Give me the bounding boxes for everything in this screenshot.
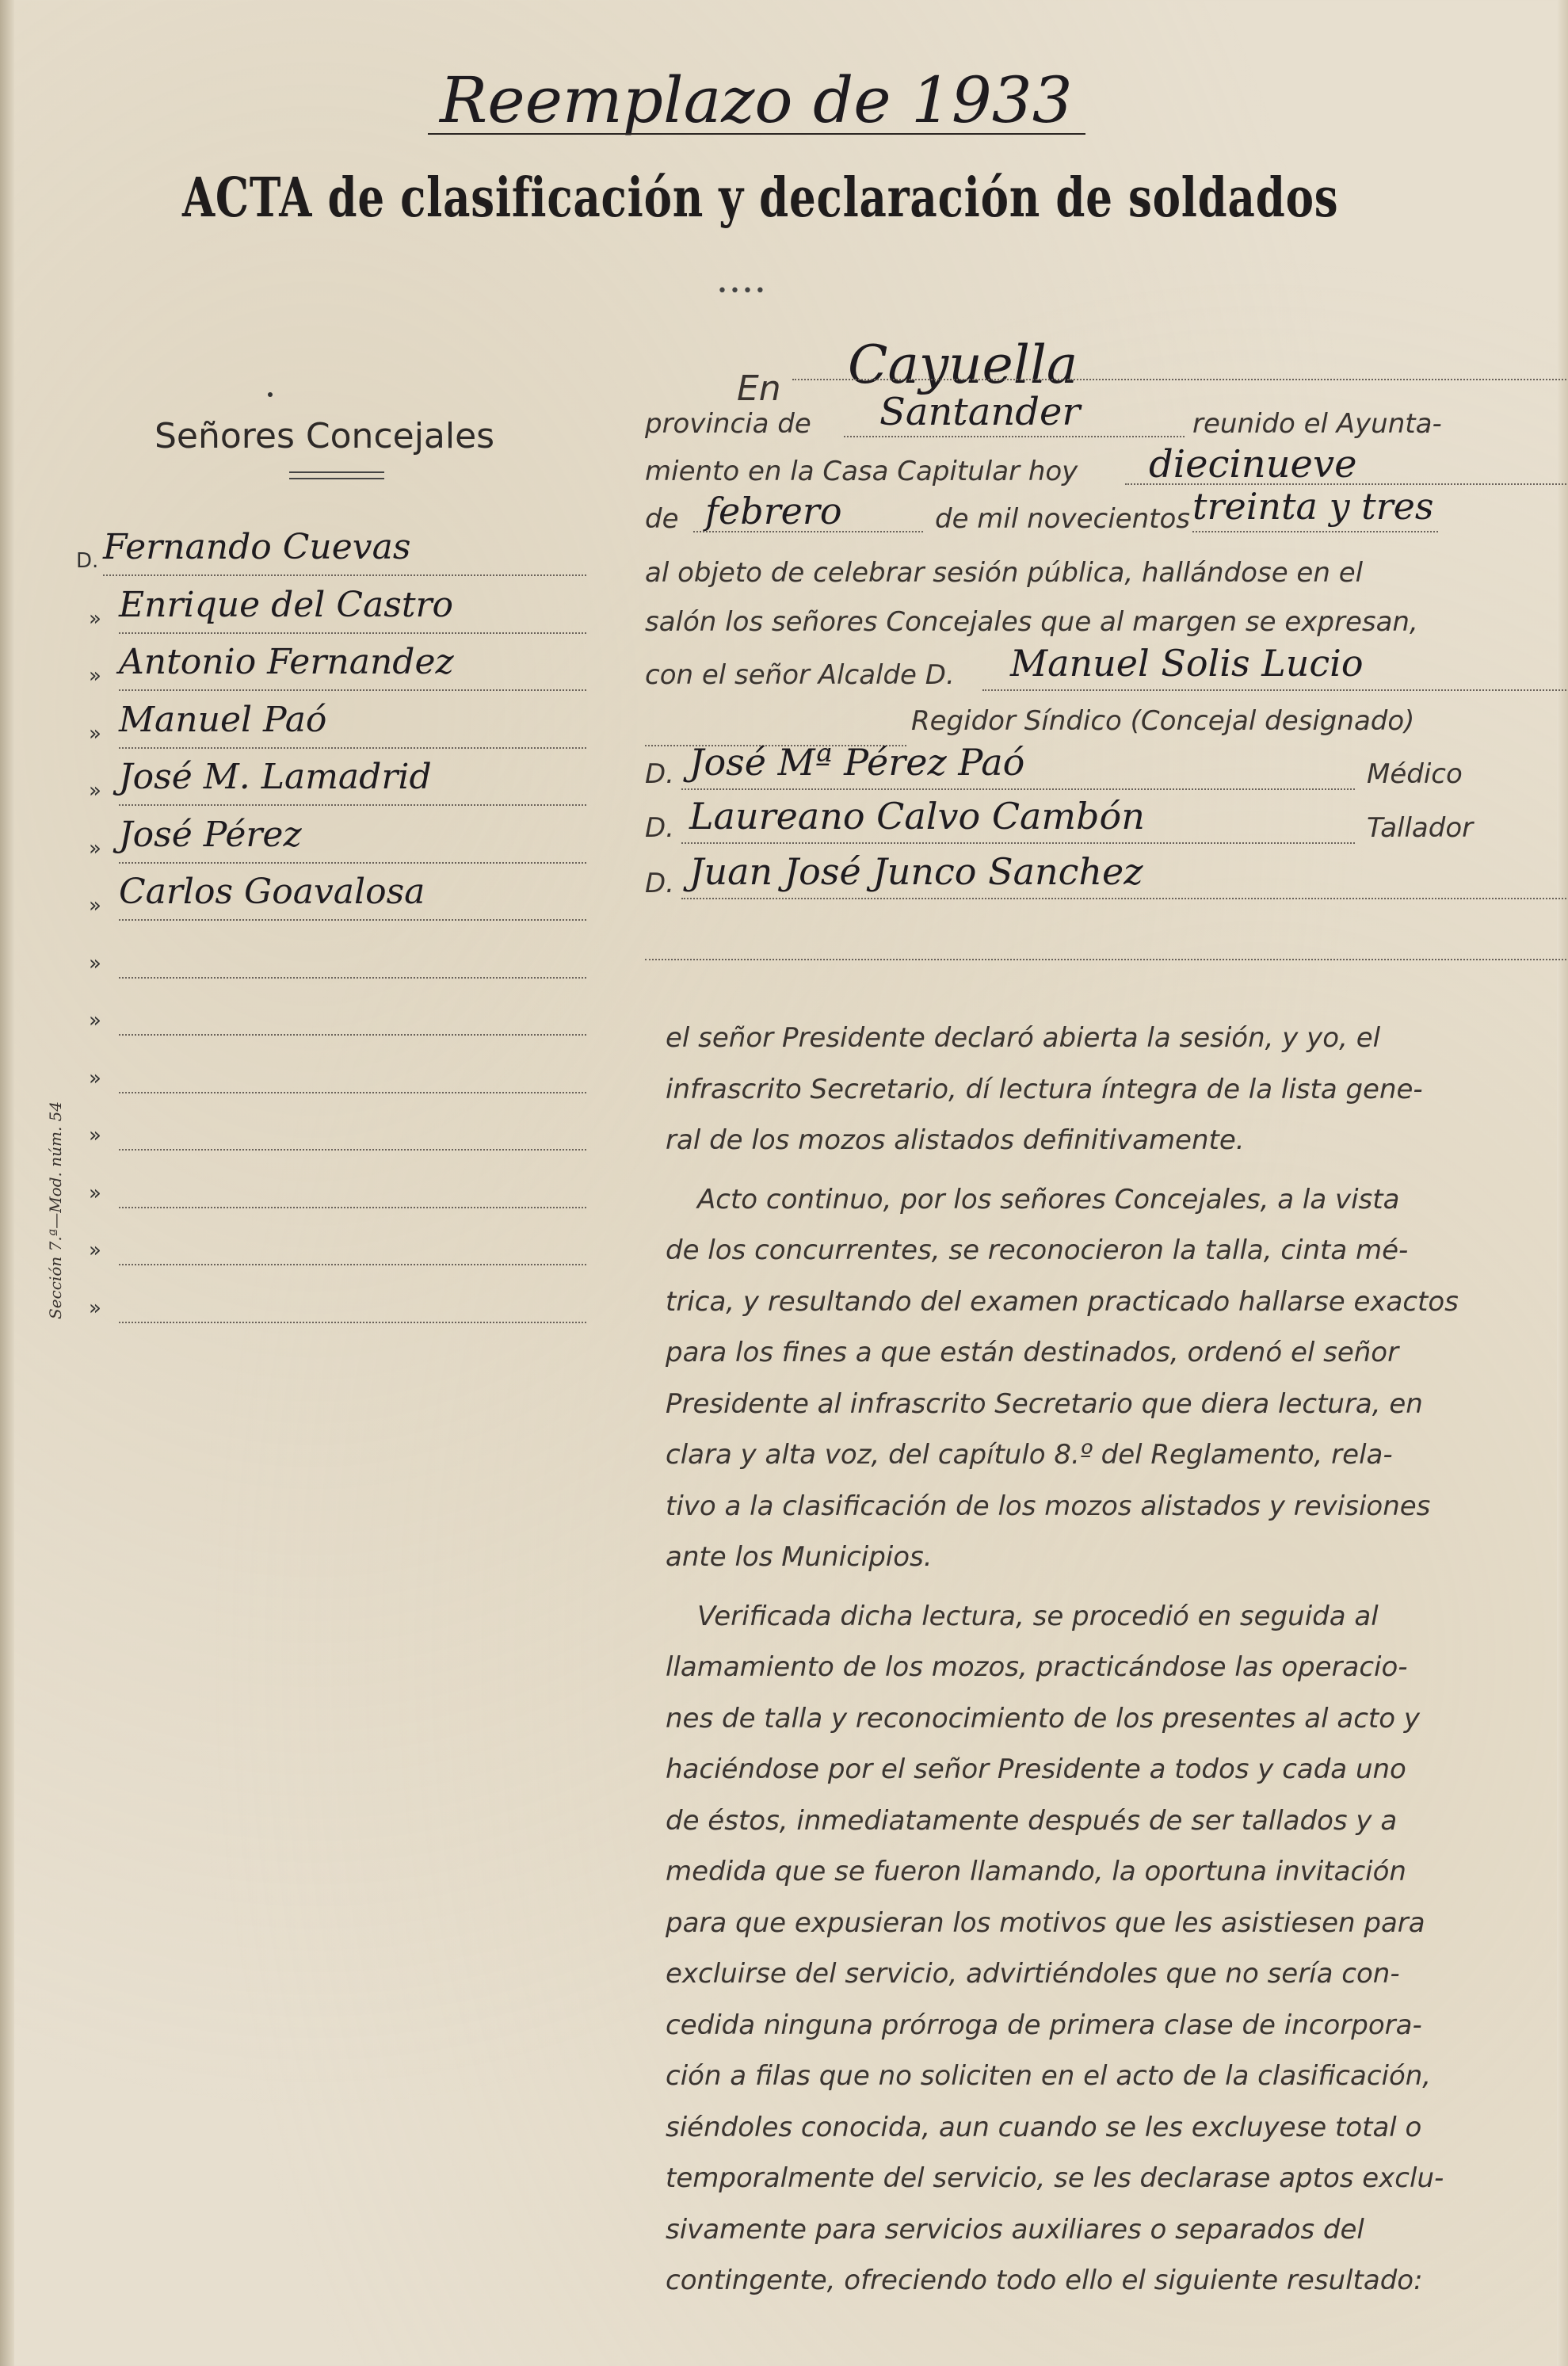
councillor-line xyxy=(119,1034,586,1036)
body-line: Acto continuo, por los señores Concejales, a la vista xyxy=(697,1183,1400,1215)
year-underline xyxy=(428,133,1085,135)
councillor-line xyxy=(119,1264,586,1265)
body-line: el señor Presidente declaró abierta la sesión, y yo, el xyxy=(666,1022,1381,1054)
form-reference: Sección 7.ª—Mod. núm. 54 xyxy=(46,1101,65,1319)
councillor-name: Fernando Cuevas xyxy=(103,527,411,567)
reunido-text: reunido el Ayunta- xyxy=(1192,408,1442,440)
heading-rule xyxy=(289,471,384,473)
alcalde-name: Manuel Solis Lucio xyxy=(1010,642,1364,685)
councillor-name: José M. Lamadrid xyxy=(119,757,432,797)
mil-text: de mil novecientos xyxy=(935,503,1190,535)
session-month: febrero xyxy=(705,490,842,532)
tallador-label: Tallador xyxy=(1367,812,1474,844)
secretario-name: Juan José Junco Sanchez xyxy=(689,850,1143,893)
title-separator: •••• xyxy=(717,281,768,301)
handwritten-year: Reemplazo de 1933 xyxy=(440,63,1073,137)
provincia-value: Santander xyxy=(879,390,1081,434)
tallador-d-label: D. xyxy=(645,812,674,844)
town-name: Cayuella xyxy=(848,334,1078,395)
session-year-words: treinta y tres xyxy=(1192,485,1434,528)
councillors-heading: Señores Concejales xyxy=(155,416,495,456)
alcalde-line xyxy=(982,689,1568,691)
councillor-name: José Pérez xyxy=(119,814,302,855)
councillor-prefix: » xyxy=(89,721,101,746)
provincia-line xyxy=(844,436,1185,437)
document-title: ACTA de clasificación y declaración de soldados xyxy=(182,166,1339,230)
heading-rule xyxy=(289,478,384,479)
body-line: contingente, ofreciendo todo ello el siguiente resultado: xyxy=(666,2265,1423,2296)
councillor-prefix: » xyxy=(89,664,101,688)
councillor-name: Carlos Goavalosa xyxy=(119,872,425,912)
blank-line xyxy=(645,959,1568,960)
councillor-line xyxy=(119,977,586,979)
councillor-line xyxy=(119,1149,586,1151)
councillor-prefix: » xyxy=(89,779,101,803)
salon-text: salón los señores Concejales que al margen se expresan, xyxy=(645,606,1418,638)
town-line xyxy=(792,379,1568,380)
document-header xyxy=(0,0,1568,380)
body-line: cedida ninguna prórroga de primera clase de incorpora- xyxy=(666,2009,1422,2041)
en-label: En xyxy=(737,368,781,409)
body-line: excluirse del servicio, advirtiéndoles que no sería con- xyxy=(666,1958,1400,1990)
councillor-line xyxy=(119,1207,586,1208)
body-line: haciéndose por el señor Presidente a todos y cada uno xyxy=(666,1754,1406,1785)
councillor-line xyxy=(119,1322,586,1323)
councillor-name: Manuel Paó xyxy=(119,699,327,740)
alcalde-text: con el señor Alcalde D. xyxy=(645,659,955,691)
month-line xyxy=(693,531,923,532)
miento-text: miento en la Casa Capitular hoy xyxy=(645,456,1078,487)
secretario-d-label: D. xyxy=(645,868,674,899)
body-line: ral de los mozos alistados definitivamente. xyxy=(666,1124,1245,1156)
session-day: diecinueve xyxy=(1149,442,1357,487)
councillor-line xyxy=(119,1092,586,1093)
medico-line xyxy=(681,788,1355,790)
councillor-prefix: » xyxy=(89,1066,101,1090)
body-line: de éstos, inmediatamente después de ser tallados y a xyxy=(666,1804,1398,1837)
body-line: medida que se fueron llamando, la oportuna invitación xyxy=(666,1856,1406,1887)
body-line: para los fines a que están destinados, ordenó el señor xyxy=(666,1337,1399,1368)
councillor-prefix: » xyxy=(89,606,101,631)
councillor-line xyxy=(119,804,586,806)
body-line: ante los Municipios. xyxy=(666,1541,933,1573)
medico-d-label: D. xyxy=(645,758,674,790)
body-line: clara y alta voz, del capítulo 8.º del Reglamento, rela- xyxy=(666,1439,1393,1471)
councillor-name: Enrique del Castro xyxy=(119,584,454,625)
councillor-line xyxy=(119,919,586,921)
councillor-line xyxy=(119,862,586,864)
councillor-prefix: » xyxy=(89,1009,101,1032)
medico-label: Médico xyxy=(1367,758,1463,790)
body-line: Presidente al infrascrito Secretario que diera lectura, en xyxy=(666,1387,1423,1420)
heading-dot xyxy=(268,392,273,397)
body-line: infrascrito Secretario, dí lectura íntegra de la lista gene- xyxy=(666,1073,1423,1105)
body-line: llamamiento de los mozos, practicándose las operacio- xyxy=(666,1651,1408,1683)
councillor-line xyxy=(119,747,586,749)
councillor-name: Antonio Fernandez xyxy=(119,642,454,682)
de-label: de xyxy=(645,503,679,535)
councillor-line xyxy=(103,574,586,576)
councillor-line xyxy=(119,632,586,634)
body-line: ción a filas que no soliciten en el acto de la clasificación, xyxy=(666,2060,1432,2092)
body-line: sivamente para servicios auxiliares o separados del xyxy=(666,2213,1364,2246)
secretario-line xyxy=(681,898,1568,899)
councillor-prefix: » xyxy=(89,951,101,975)
body-line: siéndoles conocida, aun cuando se les excluyese total o xyxy=(666,2111,1422,2143)
objeto-text: al objeto de celebrar sesión pública, hallándose en el xyxy=(645,557,1364,589)
regidor-text: Regidor Síndico (Concejal designado) xyxy=(911,705,1415,737)
body-line: para que expusieran los motivos que les asistiesen para xyxy=(666,1906,1425,1939)
councillor-prefix: » xyxy=(89,1296,101,1320)
councillor-prefix: » xyxy=(89,894,101,918)
body-line: nes de talla y reconocimiento de los presentes al acto y xyxy=(666,1702,1420,1734)
tallador-name: Laureano Calvo Cambón xyxy=(689,795,1145,838)
body-line: Verificada dicha lectura, se procedió en seguida al xyxy=(697,1600,1379,1632)
councillor-prefix: » xyxy=(89,1181,101,1205)
body-line: de los concurrentes, se reconocieron la talla, cinta mé- xyxy=(666,1235,1409,1266)
councillor-prefix: » xyxy=(89,1238,101,1262)
body-line: temporalmente del servicio, se les declarase aptos exclu- xyxy=(666,2162,1444,2194)
body-line: trica, y resultando del examen practicado hallarse exactos xyxy=(666,1285,1459,1318)
minutes-body xyxy=(634,1006,1553,2353)
provincia-label: provincia de xyxy=(645,408,811,440)
tallador-line xyxy=(681,842,1355,844)
councillor-prefix: » xyxy=(89,1124,101,1147)
councillor-prefix: D. xyxy=(76,549,99,573)
body-line: tivo a la clasificación de los mozos alistados y revisiones xyxy=(666,1490,1431,1522)
medico-name: José Mª Pérez Paó xyxy=(689,741,1025,784)
year-words-line xyxy=(1192,531,1438,532)
councillor-prefix: » xyxy=(89,836,101,861)
councillor-line xyxy=(119,689,586,691)
